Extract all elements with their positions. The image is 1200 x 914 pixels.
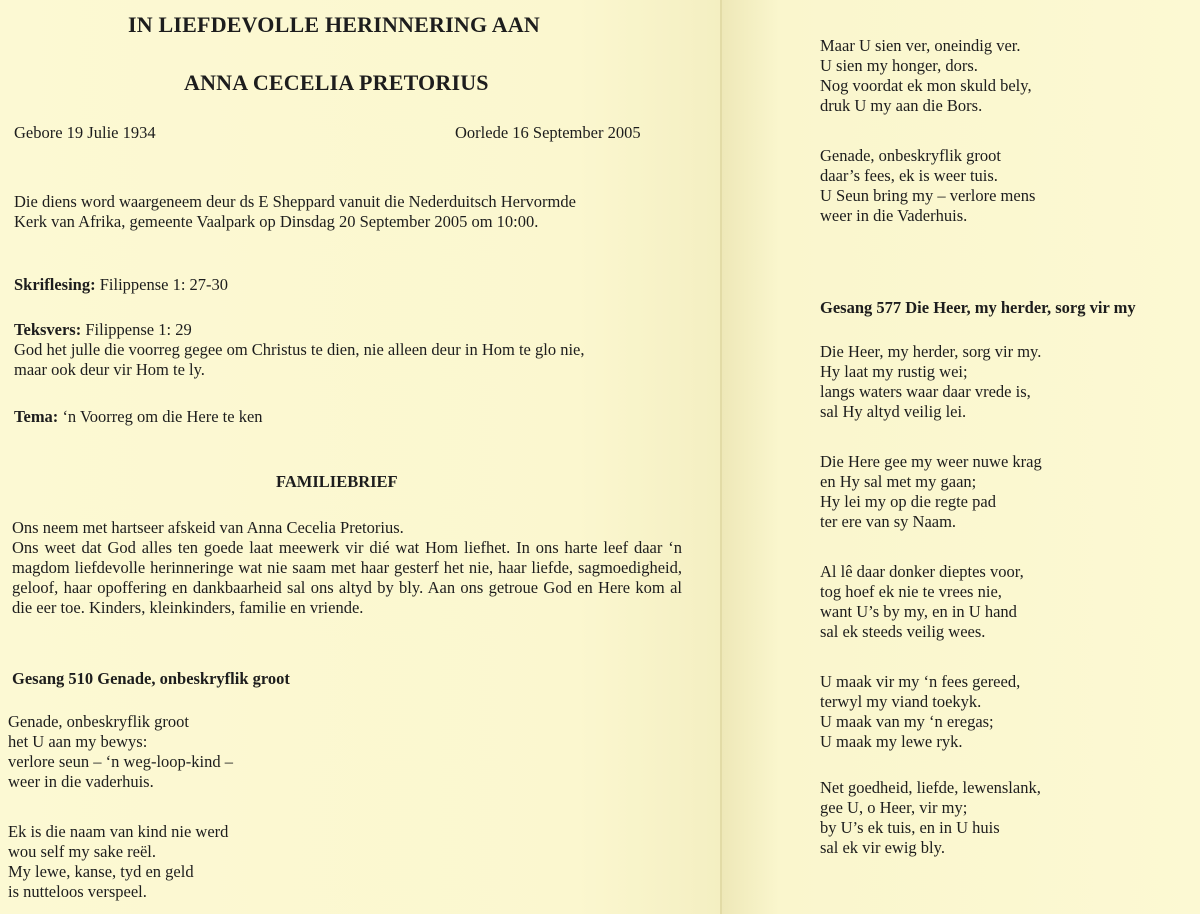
hymn-577-verse [820, 342, 1041, 422]
family-letter-heading: FAMILIEBRIEF [276, 472, 398, 491]
verse-line: Al lê daar donker dieptes voor, [820, 562, 1024, 581]
verse-line: gee U, o Heer, vir my; [820, 798, 968, 817]
verse-line: weer in die Vaderhuis. [820, 206, 968, 225]
scripture-value: Filippense 1: 27-30 [99, 275, 229, 294]
hymn-577-verse [820, 778, 1041, 858]
verse-line: het U aan my bewys: [8, 732, 148, 751]
verse-line: ter ere van sy Naam. [820, 512, 957, 531]
verse-line: Nog voordat ek mon skuld bely, [820, 76, 1032, 95]
verse-line: U maak vir my ‘n fees gereed, [820, 672, 1021, 691]
verse-line: My lewe, kanse, tyd en geld [8, 862, 194, 881]
verse-line: sal ek vir ewig bly. [820, 838, 945, 857]
verse-line: verlore seun – ‘n weg-loop-kind – [8, 752, 233, 771]
family-letter-paragraph: Ons weet dat God alles ten goede laat meewerk vir dié wat Hom liefhet. In ons harte leef daar ‘n magdom liefdevolle herinneringe wat nie saam met haar gesterf het nie, haar liefde, sagmoedigheid, geloof, haar opoffering en dankbaarheid sal ons altyd by bly. Aan ons getroue God en Here kom al die eer toe. Kinders, kleinkinders, familie en vriende. [12, 538, 682, 617]
text-verse-line: maar ook deur vir Hom te ly. [14, 360, 205, 379]
scripture-label: Skriflesing: [14, 275, 96, 294]
verse-line: Net goedheid, liefde, lewenslank, [820, 778, 1041, 797]
verse-line: U sien my honger, dors. [820, 56, 978, 75]
text-verse-line: God het julle die voorreg gegee om Christus te dien, nie alleen deur in Hom te glo nie, [14, 340, 585, 359]
hymn-510-verse [820, 146, 1035, 226]
hymn-510-verse [8, 712, 233, 792]
hymn-510-verse [8, 822, 228, 902]
verse-line: U maak my lewe ryk. [820, 732, 963, 751]
hymn-577-verse [820, 562, 1024, 642]
verse-line: Die Here gee my weer nuwe krag [820, 452, 1042, 471]
hymn-510-verse [820, 36, 1032, 116]
hymn-510-heading: Gesang 510 Genade, onbeskryflik groot [12, 669, 290, 688]
verse-line: Maar U sien ver, oneindig ver. [820, 36, 1021, 55]
hymn-577-heading: Gesang 577 Die Heer, my herder, sorg vir my [820, 298, 1136, 317]
verse-line: terwyl my viand toekyk. [820, 692, 982, 711]
service-details [14, 192, 576, 232]
verse-line: U Seun bring my – verlore mens [820, 186, 1036, 205]
text-verse-label: Teksvers: [14, 320, 82, 339]
service-line: Die diens word waargeneem deur ds E Sheppard vanuit die Nederduitsch Hervormde [14, 192, 576, 211]
family-letter-intro: Ons neem met hartseer afskeid van Anna Cecelia Pretorius. [12, 518, 404, 537]
scripture-reading [14, 275, 228, 295]
birth-date: Gebore 19 Julie 1934 [14, 123, 156, 142]
verse-line: Ek is die naam van kind nie werd [8, 822, 229, 841]
verse-line: wou self my sake reël. [8, 842, 156, 861]
theme-label: Tema: [14, 407, 59, 426]
verse-line: weer in die vaderhuis. [8, 772, 154, 791]
text-verse [14, 320, 584, 380]
verse-line: Die Heer, my herder, sorg vir my. [820, 342, 1042, 361]
verse-line: sal Hy altyd veilig lei. [820, 402, 967, 421]
verse-line: U maak van my ‘n eregas; [820, 712, 994, 731]
right-page [722, 0, 1200, 914]
verse-line: by U’s ek tuis, en in U huis [820, 818, 1000, 837]
verse-line: is nutteloos verspeel. [8, 882, 147, 901]
hymn-577-verse [820, 672, 1020, 752]
service-line: Kerk van Afrika, gemeente Vaalpark op Dinsdag 20 September 2005 om 10:00. [14, 212, 539, 231]
theme-value: ‘n Voorreg om die Here te ken [62, 407, 263, 426]
verse-line: Hy lei my op die regte pad [820, 492, 996, 511]
verse-line: Genade, onbeskryflik groot [8, 712, 189, 731]
verse-line: daar’s fees, ek is weer tuis. [820, 166, 998, 185]
deceased-name: ANNA CECELIA PRETORIUS [184, 70, 489, 95]
verse-line: want U’s by my, en in U hand [820, 602, 1017, 621]
death-date: Oorlede 16 September 2005 [455, 123, 641, 142]
verse-line: langs waters waar daar vrede is, [820, 382, 1031, 401]
text-verse-ref: Filippense 1: 29 [85, 320, 192, 339]
verse-line: Genade, onbeskryflik groot [820, 146, 1001, 165]
verse-line: en Hy sal met my gaan; [820, 472, 977, 491]
hymn-577-verse [820, 452, 1042, 532]
verse-line: sal ek steeds veilig wees. [820, 622, 986, 641]
verse-line: druk U my aan die Bors. [820, 96, 983, 115]
theme [14, 407, 263, 427]
verse-line: Hy laat my rustig wei; [820, 362, 968, 381]
verse-line: tog hoef ek nie te vrees nie, [820, 582, 1002, 601]
memorial-title: IN LIEFDEVOLLE HERINNERING AAN [128, 12, 541, 37]
